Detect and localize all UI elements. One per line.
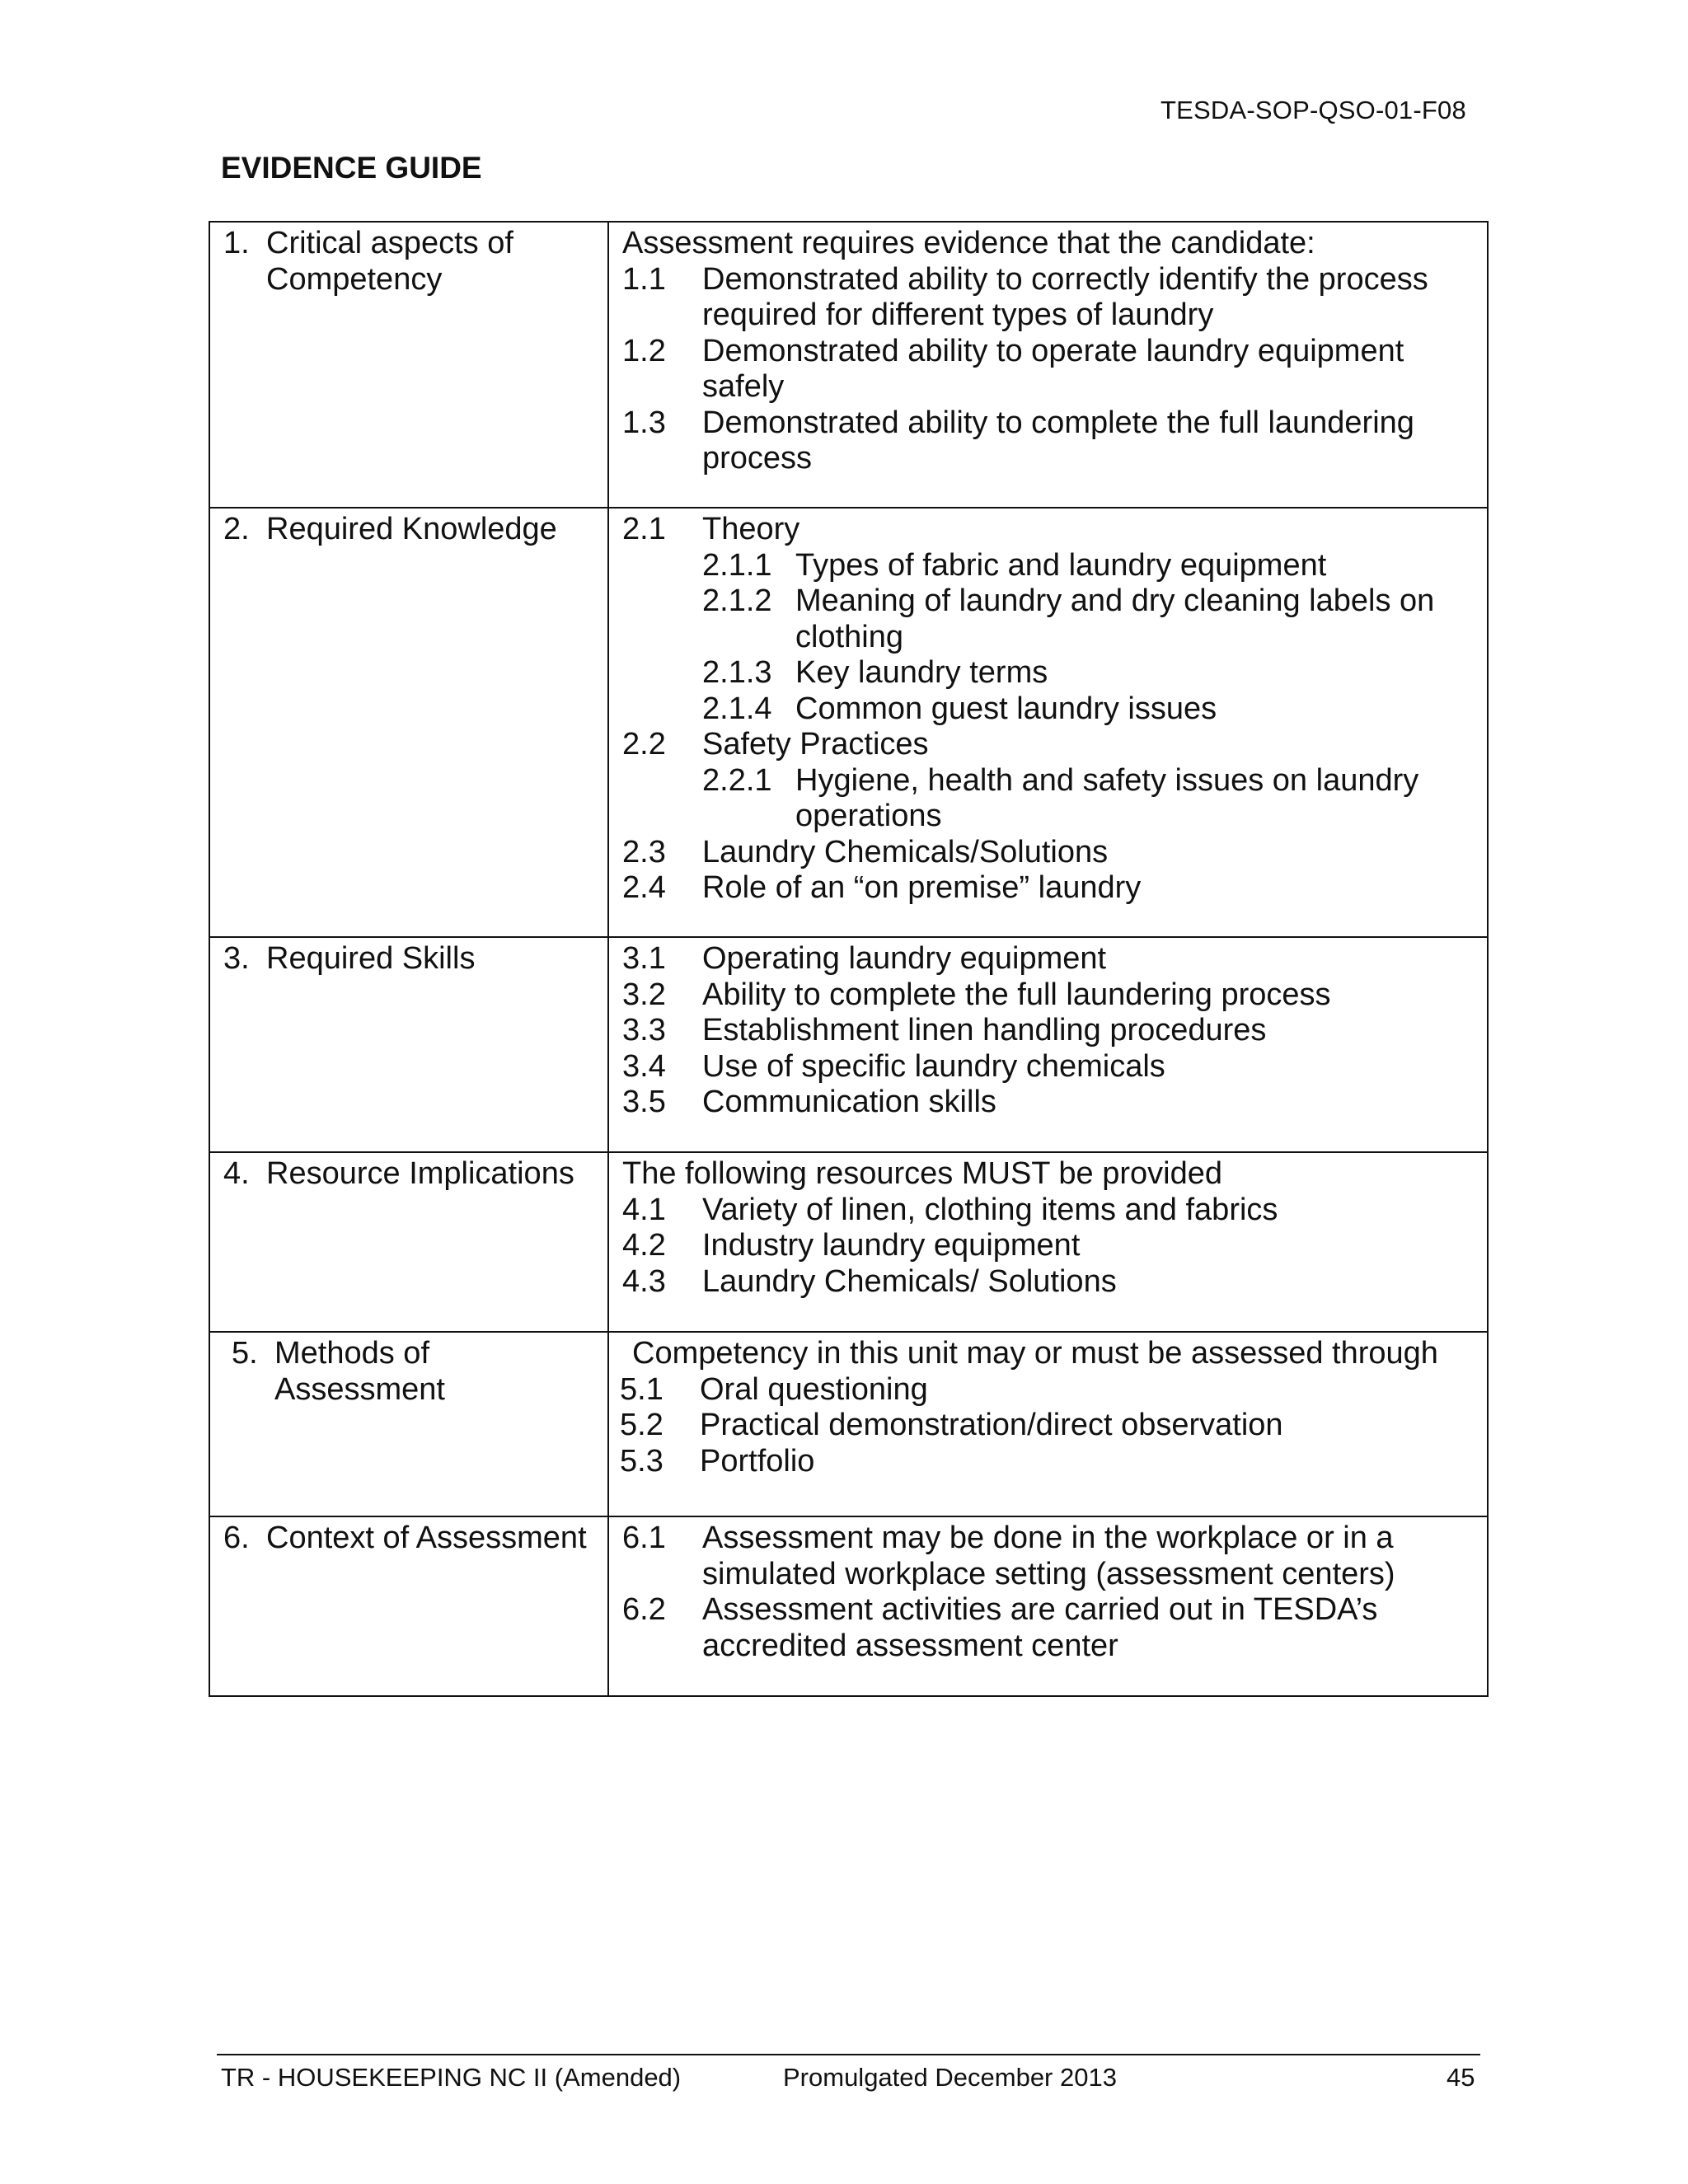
item-text: Establishment linen handling procedures — [702, 1013, 1267, 1047]
item-text: Assessment activities are carried out in TESDA’s accredited assessment center — [702, 1592, 1378, 1663]
item-text: Meaning of laundry and dry cleaning labels on clothing — [795, 583, 1435, 654]
item-text: Laundry Chemicals/ Solutions — [702, 1263, 1117, 1299]
row-label-cell — [209, 1332, 608, 1516]
list-item — [622, 977, 1479, 1014]
item-number: 5.1 — [620, 1371, 663, 1407]
item-text: Hygiene, health and safety issues on laundry operations — [795, 762, 1419, 833]
row-content-cell — [608, 1516, 1488, 1696]
item-number: 2.3 — [622, 834, 666, 869]
item-number: 2.1.4 — [702, 691, 772, 726]
evidence-row — [209, 1516, 1488, 1696]
list-item — [622, 1592, 1479, 1664]
item-number: 2.1.2 — [702, 583, 772, 618]
row-content-cell — [608, 1332, 1488, 1516]
item-text: Practical demonstration/direct observation — [700, 1408, 1283, 1442]
item-number: 3.3 — [622, 1013, 666, 1047]
item-text: Role of an “on premise” laundry — [702, 870, 1142, 905]
row-label: Required Knowledge — [266, 512, 557, 546]
row-label-cell — [209, 508, 608, 937]
item-text: Safety Practices — [702, 727, 929, 762]
row-content-cell — [608, 937, 1488, 1152]
row-label-cell — [209, 937, 608, 1152]
document-code: TESDA-SOP-QSO-01-F08 — [1160, 96, 1466, 124]
row-label: Methods of Assessment — [274, 1336, 445, 1407]
item-number: 3.2 — [622, 977, 666, 1012]
item-number: 6.2 — [622, 1592, 666, 1627]
list-item — [620, 1372, 1479, 1408]
item-text: Variety of linen, clothing items and fabrics — [702, 1192, 1278, 1227]
item-number: 4.1 — [622, 1192, 666, 1227]
item-text: Assessment may be done in the workplace or in a simulated workplace setting (assessment centers) — [702, 1521, 1395, 1591]
item-number: 2.4 — [622, 870, 666, 905]
evidence-guide-table — [209, 221, 1489, 1697]
item-text: Laundry Chemicals/Solutions — [702, 834, 1109, 869]
list-item — [622, 512, 1479, 548]
row-number: 2. — [223, 512, 250, 546]
item-number: 5.2 — [620, 1408, 663, 1442]
item-text: Ability to complete the full laundering process — [702, 977, 1331, 1012]
row-number: 1. — [223, 226, 250, 260]
item-number: 4.3 — [622, 1263, 666, 1299]
row-number: 5. — [232, 1336, 258, 1371]
item-number: 1.1 — [622, 261, 666, 297]
evidence-row — [209, 1332, 1488, 1516]
list-item — [622, 1264, 1479, 1301]
row-content-cell — [608, 508, 1488, 937]
list-item — [620, 1444, 1479, 1480]
item-number: 2.1.3 — [702, 655, 772, 690]
item-text: Use of specific laundry chemicals — [702, 1048, 1165, 1084]
list-item — [622, 262, 1479, 334]
evidence-row — [209, 937, 1488, 1152]
row-number: 4. — [223, 1156, 250, 1191]
list-item — [622, 941, 1479, 977]
item-number: 5.3 — [620, 1443, 663, 1479]
list-item — [622, 835, 1479, 871]
item-text: Demonstrated ability to complete the full laundering process — [702, 405, 1414, 476]
row-intro-text: The following resources MUST be provided — [622, 1156, 1222, 1191]
row-content-cell — [608, 222, 1488, 508]
footer-document-title: TR - HOUSEKEEPING NC II (Amended) — [221, 2063, 682, 2092]
row-number: 6. — [223, 1521, 250, 1555]
item-number: 2.2 — [622, 727, 666, 762]
list-item — [622, 727, 1479, 763]
evidence-row — [209, 222, 1488, 508]
sub-list-item — [702, 763, 1479, 835]
sub-list-item — [702, 691, 1479, 728]
item-number: 3.1 — [622, 941, 666, 976]
row-label: Required Skills — [266, 941, 476, 976]
sub-list-item — [702, 655, 1479, 691]
item-number: 2.2.1 — [702, 762, 772, 798]
item-text: Theory — [702, 512, 800, 546]
item-text: Industry laundry equipment — [702, 1228, 1081, 1263]
list-item — [622, 870, 1479, 907]
row-label: Context of Assessment — [266, 1521, 587, 1555]
item-text: Common guest laundry issues — [795, 691, 1217, 726]
list-item — [622, 1521, 1479, 1592]
evidence-row — [209, 1152, 1488, 1332]
row-label: Resource Implications — [266, 1156, 574, 1191]
item-number: 3.4 — [622, 1048, 666, 1084]
row-label-cell — [209, 222, 608, 508]
row-label-cell — [209, 1516, 608, 1696]
item-number: 6.1 — [622, 1521, 666, 1555]
row-label: Critical aspects of Competency — [266, 226, 513, 297]
item-number: 1.2 — [622, 333, 666, 368]
item-text: Communication skills — [702, 1085, 996, 1119]
list-item — [622, 405, 1479, 477]
list-item — [622, 1193, 1479, 1229]
item-number: 4.2 — [622, 1228, 666, 1263]
item-text: Key laundry terms — [795, 655, 1048, 690]
footer-promulgation-date: Promulgated December 2013 — [783, 2063, 1117, 2092]
footer-page-number: 45 — [1447, 2063, 1475, 2092]
sub-list-item — [702, 548, 1479, 584]
item-text: Demonstrated ability to correctly identify the process required for different types of laundry — [702, 261, 1428, 332]
row-content-cell — [608, 1152, 1488, 1332]
item-number: 1.3 — [622, 405, 666, 440]
footer-divider — [217, 2054, 1480, 2055]
evidence-row — [209, 508, 1488, 937]
list-item — [620, 1408, 1479, 1444]
sub-list-item — [702, 583, 1479, 655]
item-number: 2.1 — [622, 512, 666, 546]
list-item — [622, 1013, 1479, 1049]
row-label-cell — [209, 1152, 608, 1332]
item-text: Oral questioning — [700, 1371, 928, 1407]
item-text: Operating laundry equipment — [702, 941, 1107, 976]
row-intro-text: Assessment requires evidence that the candidate: — [622, 226, 1315, 260]
list-item — [622, 1049, 1479, 1085]
list-item — [622, 334, 1479, 405]
row-intro-text: Competency in this unit may or must be assessed through — [632, 1336, 1438, 1371]
item-text: Portfolio — [700, 1443, 815, 1479]
row-number: 3. — [223, 941, 250, 976]
item-text: Types of fabric and laundry equipment — [795, 547, 1327, 583]
item-number: 2.1.1 — [702, 547, 772, 583]
item-text: Demonstrated ability to operate laundry equipment safely — [702, 333, 1404, 404]
item-number: 3.5 — [622, 1085, 666, 1119]
page-title: EVIDENCE GUIDE — [221, 151, 482, 185]
list-item — [622, 1085, 1479, 1121]
list-item — [622, 1228, 1479, 1264]
